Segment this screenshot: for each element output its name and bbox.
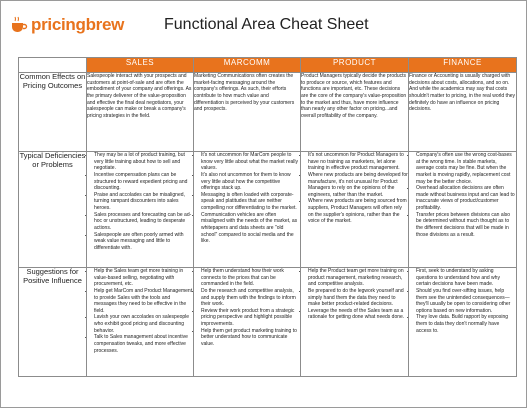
list-item: • Do the research and competitive analysis, and supply them with the findings to inform their work.	[201, 288, 300, 308]
cell-product-deficiencies	[301, 152, 409, 268]
bullet-list	[301, 152, 408, 225]
list-item: • Where new products are being developed for manufacture, it's not unusual for Product Managers to rely on the opinions of the engineers, rather than the market.	[308, 172, 408, 199]
cell-finance-deficiencies	[409, 152, 517, 268]
list-item: • Where new products are being sourced from suppliers, Product Managers will often rely on the supplier's opinions, rather than the voice of the market.	[308, 198, 408, 225]
list-item: • It's not uncommon for Product Managers to have no training as marketers, let alone training in effective product management.	[308, 152, 408, 172]
list-item: • It's not uncommon for MarCom people to know very little about what the market really values.	[201, 152, 300, 172]
bullet-list	[194, 268, 300, 348]
cell-marcomm-effects	[194, 73, 301, 152]
list-item: • Communication vehicles are often misaligned with the needs of the market, as whitepapers and data sheets are "old school" compared to social media and the like.	[201, 212, 300, 245]
list-item: • Salespeople are often poorly armed with weak value messaging and little to differentiate with.	[94, 232, 193, 252]
cell-text: Finance or Accounting is usually charged with decisions about costs, allocations, and so on. And while the academics may say that costs shouldn't matter to pricing, in the real world they definitely do have an influence on pricing decisions.	[409, 73, 516, 113]
list-item: • Messaging is often loaded with corporate-speak and platitudes that are neither compelling nor differentiating to the market.	[201, 192, 300, 212]
cell-finance-suggestions	[409, 268, 517, 377]
corner-cell	[19, 58, 87, 73]
list-item: • It's also not uncommon for them to know very little about how the competitive offerings stack up.	[201, 172, 300, 192]
cell-sales-effects	[87, 73, 194, 152]
list-item: • Company's often use the wrong cost-bases at the wrong time. In stable markets, average costs may be fine. But when the market is moving rapidly, replacement cost may be the better choice.	[416, 152, 516, 185]
list-item: • First, seek to understand by asking questions to understand how and why certain decisions have been made.	[416, 268, 516, 288]
bullet-list	[409, 152, 516, 238]
list-item: • Leverage the needs of the Sales team as a rationale for getting done what needs done.	[308, 308, 408, 321]
list-item: • Talk to Sales management about incentive compensation tweaks, and more effective processes.	[94, 334, 193, 354]
list-item: • Be prepared to do the legwork yourself and simply hand them the data they need to make better product-related decisions.	[308, 288, 408, 308]
row-label: Suggestions for Positive Influence	[19, 268, 87, 377]
list-item: • Lavish your own accolades on salespeople who exhibit good pricing and discounting behavior.	[94, 314, 193, 334]
list-item: • Review their work product from a strategic pricing perspective and highlight possible improvements.	[201, 308, 300, 328]
cell-product-effects	[301, 73, 409, 152]
cell-finance-effects	[409, 73, 517, 152]
list-item: • Transfer prices between divisions can also be determined without much thought as to the different decisions that will be made in those divisions as a result.	[416, 212, 516, 239]
list-item: • Help the Product team get more training on product management, marketing research, and competitive analysis.	[308, 268, 408, 288]
coffee-cup-icon	[9, 15, 29, 35]
cell-text: Product Managers typically decide the products to produce or source, which features and functions are important, etc. These decisions are the core of the company's value-proposition to the market and thus, have more influence than nearly any other factor on pricing...and overall profitability of the company.	[301, 73, 407, 119]
col-header-sales: SALES	[87, 58, 194, 73]
list-item: • Help get MarCom and Product Management to provide Sales with the tools and messages they need to be effective in the field.	[94, 288, 193, 315]
bullet-list	[409, 268, 516, 334]
row-label: Common Effects on Pricing Outcomes	[19, 73, 87, 152]
column-header-row	[19, 58, 517, 73]
list-item: • Help the Sales team get more training in value-based selling, negotiating with procurement, etc.	[94, 268, 193, 288]
cheat-sheet-table	[18, 57, 517, 377]
list-item: • Help them get product marketing training to better understand how to communicate value.	[201, 328, 300, 348]
row-deficiencies	[19, 152, 517, 268]
logo	[9, 13, 124, 37]
row-common-effects	[19, 73, 517, 152]
page-title: Functional Area Cheat Sheet	[164, 16, 369, 33]
brand-name: pricingbrew	[31, 15, 125, 34]
header	[9, 13, 518, 43]
list-item: • They love data. Build rapport by exposing them to data they don't normally have access to.	[416, 314, 516, 334]
bullet-list	[301, 268, 408, 321]
cell-sales-suggestions	[87, 268, 194, 377]
bullet-list	[87, 268, 193, 354]
row-suggestions	[19, 268, 517, 377]
col-header-product: PRODUCT	[301, 58, 409, 73]
cell-sales-deficiencies	[87, 152, 194, 268]
row-label: Typical Deficiencies or Problems	[19, 152, 87, 268]
bullet-list	[87, 152, 193, 252]
list-item: • They may be a lot of product training, but very little training about how to sell and negotiate.	[94, 152, 193, 172]
list-item: • Overhead allocation decisions are often made without business input and can lead to inaccurate views of product/customer profitability.	[416, 185, 516, 212]
list-item: • Sales processes and forecasting can be ad-hoc or unstructured, leading to desperate actions.	[94, 212, 193, 232]
bullet-list	[194, 152, 300, 245]
list-item: • Help them understand how their work connects to the prices that can be commanded in the field.	[201, 268, 300, 288]
list-item: • Praise and accolades can be misaligned, turning rampant discounters into sales heroes.	[94, 192, 193, 212]
cell-marcomm-suggestions	[194, 268, 301, 377]
cell-marcomm-deficiencies	[194, 152, 301, 268]
cell-text: Marketing Communications often creates the market-facing messaging around the company's offerings. As such, their efforts contribute to how much value and differentiation is perceived by your customers and prospects.	[194, 73, 295, 113]
col-header-marcomm: MARCOMM	[194, 58, 301, 73]
col-header-finance: FINANCE	[409, 58, 517, 73]
list-item: • Incentive compensation plans can be structured to reward expedient pricing and discounting.	[94, 172, 193, 192]
list-item: • Should you find over-sifting issues, help them see the unintended consequences—they'll usually be open to considering other options based on new information.	[416, 288, 516, 315]
cell-text: Salespeople interact with your prospects and customers at point-of-sale and are often the embodiment of your company and offerings. As the primary deliverer of the value-proposition and effective the final deal negotiators, your salespeople can make or break a company's pricing strategies in the field.	[87, 73, 192, 119]
cell-product-suggestions	[301, 268, 409, 377]
